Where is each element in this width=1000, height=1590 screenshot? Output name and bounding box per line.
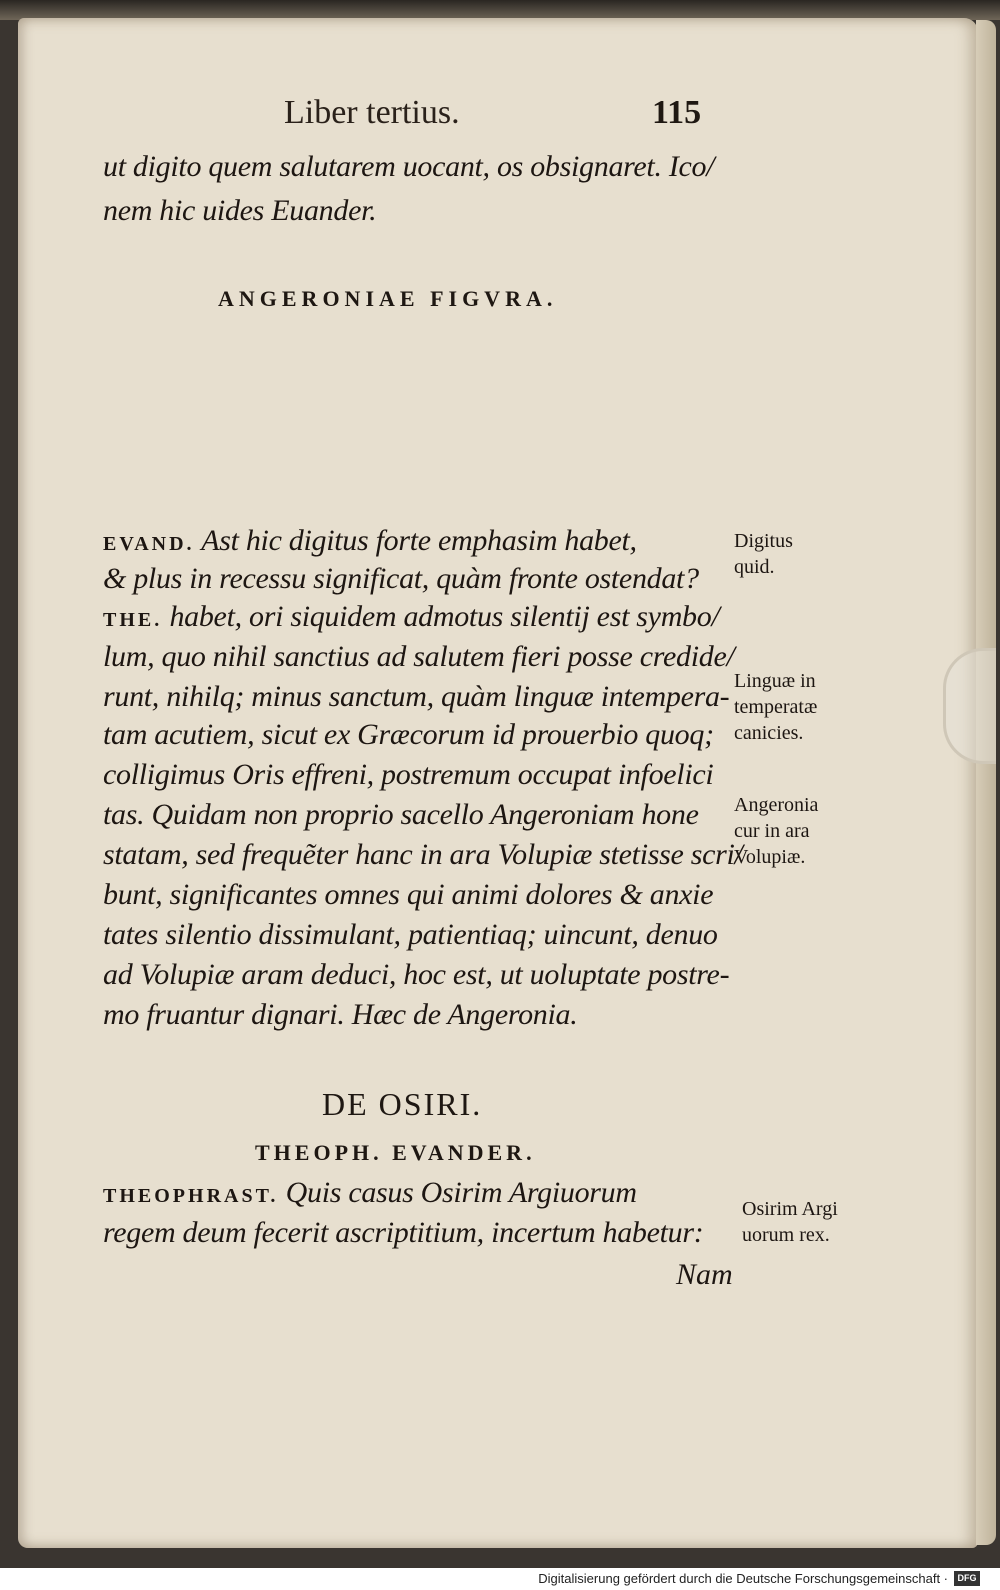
speaker: THEOPHRAST.: [103, 1185, 279, 1207]
margin-line: cur in ara: [734, 820, 810, 842]
margin-line: Digitus: [734, 530, 793, 552]
margin-note: [742, 1196, 838, 1248]
footer-credit: Digitalisierung gefördert durch die Deutsche Forschungsgemeinschaft ·: [538, 1571, 948, 1586]
dialogue-line: [103, 600, 720, 634]
dialogue-line: & plus in recessu significat, quàm fronte ostendat?: [103, 562, 699, 595]
line-text: Quis casus Osirim Argiuorum: [285, 1176, 637, 1209]
text-line: ut digito quem salutarem uocant, os obsignaret. Ico/: [103, 150, 715, 183]
margin-line: Linguæ in: [734, 670, 816, 692]
running-title: Liber tertius.: [284, 94, 460, 131]
dialogue-line: mo fruantur dignari. Hæc de Angeronia.: [103, 998, 578, 1031]
dialogue-line: lum, quo nihil sanctius ad salutem fieri posse credide/: [103, 640, 735, 673]
catchword: Nam: [676, 1258, 733, 1291]
section-heading: DE OSIRI.: [322, 1086, 483, 1122]
dialogue-line: tates silentio dissimulant, patientiaq; uincunt, denuo: [103, 918, 718, 951]
margin-line: Angeronia: [734, 794, 819, 816]
margin-line: uorum rex.: [742, 1224, 830, 1246]
line-text: Ast hic digitus forte emphasim habet,: [201, 524, 637, 557]
dialogue-line: regem deum fecerit ascriptitium, incertum habetur:: [103, 1216, 704, 1249]
dialogue-line: tam acutiem, sicut ex Græcorum id prouerbio quoq;: [103, 718, 714, 751]
dialogue-line: [103, 524, 637, 558]
dialogue-line: statam, sed frequẽter hanc in ara Volupiæ stetisse scri/: [103, 838, 743, 871]
margin-line: canicies.: [734, 722, 804, 744]
dialogue-line: tas. Quidam non proprio sacello Angeroniam hone: [103, 798, 699, 831]
margin-note: [734, 792, 818, 870]
line-text: habet, ori siquidem admotus silentij est symbo/: [169, 600, 720, 633]
text-line: nem hic uides Euander.: [103, 194, 377, 227]
section-speakers: THEOPH. EVANDER.: [255, 1140, 536, 1165]
speaker: EVAND.: [103, 533, 195, 555]
dialogue-line: ad Volupiæ aram deduci, hoc est, ut uoluptate postre-: [103, 958, 730, 991]
figure-placeholder: [210, 330, 630, 500]
dialogue-line: runt, nihilq; minus sanctum, quàm linguæ intempera-: [103, 680, 730, 713]
margin-line: quid.: [734, 556, 775, 578]
margin-note: [734, 668, 817, 746]
page-clip: [943, 648, 996, 764]
page-number: 115: [652, 94, 702, 131]
margin-line: Volupiæ.: [734, 846, 806, 868]
speaker: THE.: [103, 609, 163, 631]
margin-note: [734, 528, 793, 580]
page-edge: [976, 20, 996, 1545]
dialogue-line: bunt, significantes omnes qui animi dolores & anxie: [103, 878, 714, 911]
scan-edge: [0, 0, 1000, 20]
dialogue-line: colligimus Oris effreni, postremum occupat infoelici: [103, 758, 714, 791]
dialogue-line: [103, 1176, 637, 1210]
dfg-logo: DFG: [954, 1571, 980, 1586]
margin-line: Osirim Argi: [742, 1198, 838, 1220]
figure-caption: ANGERONIAE FIGVRA.: [218, 286, 558, 311]
margin-line: temperatæ: [734, 696, 818, 718]
